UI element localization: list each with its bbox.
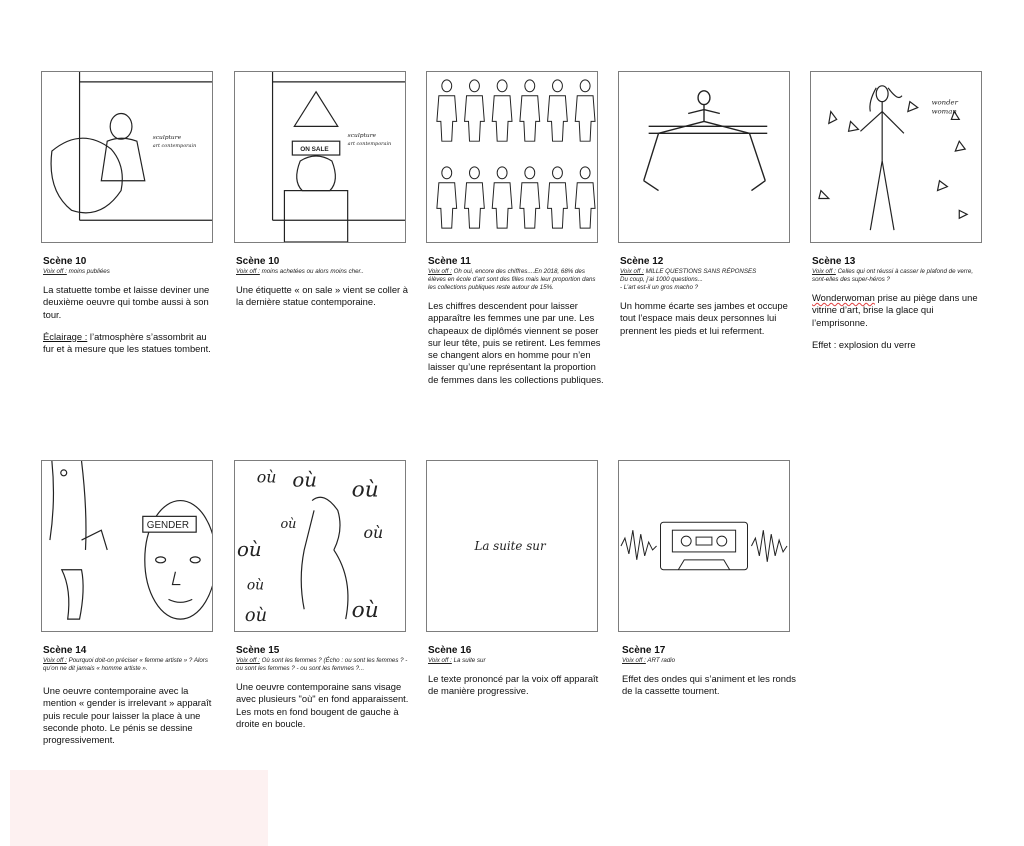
ou-artwork-drawing bbox=[235, 461, 405, 631]
voice-off: Voix off : Oh oui, encore des chiffres....En 2018, 68% des élèves en école d’art sont des filles mais leur proportion dans les collections publiques reste autour de 15%. bbox=[428, 268, 596, 291]
caption-scene-13 bbox=[812, 256, 988, 361]
svg-text:où: où bbox=[280, 517, 297, 533]
caption-scene-16 bbox=[428, 645, 604, 708]
voice-off-line: Du coup, j’ai 1000 questions... bbox=[620, 276, 703, 283]
panel-label-art: art contemporain bbox=[347, 141, 392, 148]
gender-sign: GENDER bbox=[146, 520, 190, 532]
scene-title: Scène 15 bbox=[236, 645, 280, 656]
voice-off: Voix off : MILLE QUESTIONS SANS RÉPONSES bbox=[620, 268, 757, 275]
panel-scene-12 bbox=[618, 71, 790, 243]
voice-off: Voix off : moins publiées bbox=[43, 268, 110, 275]
panel-label-sculpture: sculpture bbox=[347, 132, 377, 140]
scene-description: Une oeuvre contemporaine avec la mention « gender is irrelevant » apparaît puis recule pour laisser la place à une seconde photo. Le pénis se dessine progressivement. bbox=[43, 685, 212, 746]
caption-scene-10a bbox=[43, 256, 219, 365]
voice-off-line: - L’art est-il un gros macho ? bbox=[620, 284, 699, 291]
highlight-area bbox=[10, 770, 268, 846]
panel-scene-10b bbox=[234, 71, 406, 243]
on-sale-tag: ON SALE bbox=[300, 146, 329, 154]
voice-off: Voix off : moins achetées ou alors moins cher.. bbox=[236, 268, 364, 275]
scene-title: Scène 10 bbox=[43, 256, 87, 267]
panel-scene-11 bbox=[426, 71, 598, 243]
scene-title: Scène 16 bbox=[428, 645, 472, 656]
panel-scene-16 bbox=[426, 460, 598, 632]
scene-title: Scène 10 bbox=[236, 256, 280, 267]
la-suite-sur-drawing bbox=[427, 461, 597, 631]
voice-off: Voix off : ART radio bbox=[622, 657, 676, 664]
scene-title: Scène 14 bbox=[43, 645, 87, 656]
man-spreading-drawing bbox=[619, 72, 789, 242]
svg-text:où: où bbox=[363, 523, 384, 543]
svg-text:où: où bbox=[236, 537, 262, 561]
voice-off: Voix off : Celles qui ont réussi à casser le plafond de verre, sont-elles des super-héros ? bbox=[812, 268, 974, 283]
voice-off: Voix off : La suite sur bbox=[428, 657, 486, 664]
la-suite-sur-text: La suite sur bbox=[474, 538, 546, 553]
figures-drawing bbox=[427, 72, 597, 242]
svg-text:où: où bbox=[246, 577, 265, 594]
caption-scene-10b bbox=[236, 256, 412, 319]
voice-off: Voix off : Pourquoi doit-on préciser « femme artiste » ? Alors qu’on ne dit jamais « homme artiste ». bbox=[43, 657, 208, 672]
scene-description: Wonderwoman prise au piège dans une vitrine d’art, brise la glace qui l’emprisonne. Effet : explosion du verre bbox=[812, 292, 978, 350]
panel-label-sculpture: sculpture bbox=[152, 134, 182, 142]
wonderwoman-drawing bbox=[811, 72, 981, 242]
gender-artwork-drawing bbox=[42, 461, 212, 631]
voice-off: Voix off : Où sont les femmes ? (Écho : ou sont les femmes ? - ou sont les femmes ? - ou sont les femmes ?... bbox=[236, 657, 408, 672]
panel-scene-13 bbox=[810, 71, 982, 243]
caption-scene-11 bbox=[428, 256, 604, 396]
caption-scene-17 bbox=[622, 645, 798, 708]
svg-text:où: où bbox=[292, 468, 317, 492]
panel-label-art: art contemporain bbox=[152, 143, 197, 150]
caption-scene-14 bbox=[43, 645, 219, 756]
panel-scene-15 bbox=[234, 460, 406, 632]
statue-falling-drawing bbox=[42, 72, 212, 242]
scene-title: Scène 11 bbox=[428, 256, 471, 267]
scene-description: Le texte prononcé par la voix off apparaît de manière progressive. bbox=[428, 673, 599, 697]
caption-scene-15 bbox=[236, 645, 412, 740]
scene-description: Un homme écarte ses jambes et occupe tout l’espace mais deux personnes lui prennent les pieds et lui referment. bbox=[620, 300, 788, 336]
svg-text:où: où bbox=[351, 477, 379, 503]
statue-on-sale-drawing bbox=[235, 72, 405, 242]
cassette-drawing bbox=[619, 461, 789, 631]
scene-description: Effet des ondes qui s’animent et les ronds de la cassette tournent. bbox=[622, 673, 796, 697]
scene-description: Une oeuvre contemporaine sans visage avec plusieurs "où" en fond apparaissent. Les mots en fond bougent de gauche à droite en boucle. bbox=[236, 681, 409, 729]
panel-scene-10a bbox=[41, 71, 213, 243]
svg-text:où: où bbox=[244, 605, 268, 627]
panel-scene-17 bbox=[618, 460, 790, 632]
scene-title: Scène 13 bbox=[812, 256, 856, 267]
caption-scene-12 bbox=[620, 256, 796, 347]
ou-words bbox=[237, 468, 383, 626]
panel-label-woman: woman bbox=[931, 107, 957, 116]
scene-title: Scène 17 bbox=[622, 645, 666, 656]
panel-label-wonder: wonder bbox=[931, 98, 958, 107]
panel-scene-14 bbox=[41, 460, 213, 632]
svg-text:où: où bbox=[256, 467, 277, 487]
scene-description: La statuette tombe et laisse deviner une deuxième oeuvre qui tombe aussi à son tour. Éclairage : l’atmosphère s’assombrit au fur et à mesure que les statues tombent. bbox=[43, 284, 211, 355]
scene-title: Scène 12 bbox=[620, 256, 664, 267]
scene-description: Une étiquette « on sale » vient se coller à la dernière statue contemporaine. bbox=[236, 284, 408, 308]
scene-description: Les chiffres descendent pour laisser apparaître les femmes une par une. Les chapeaux de diplômés viennent se poser sur leur tête, puis se retirent. Les femmes se changent alors en homme pour n’en laisser qu’une représentant la proportion de femmes dans les collections publiques. bbox=[428, 300, 604, 385]
svg-text:où: où bbox=[351, 598, 379, 624]
